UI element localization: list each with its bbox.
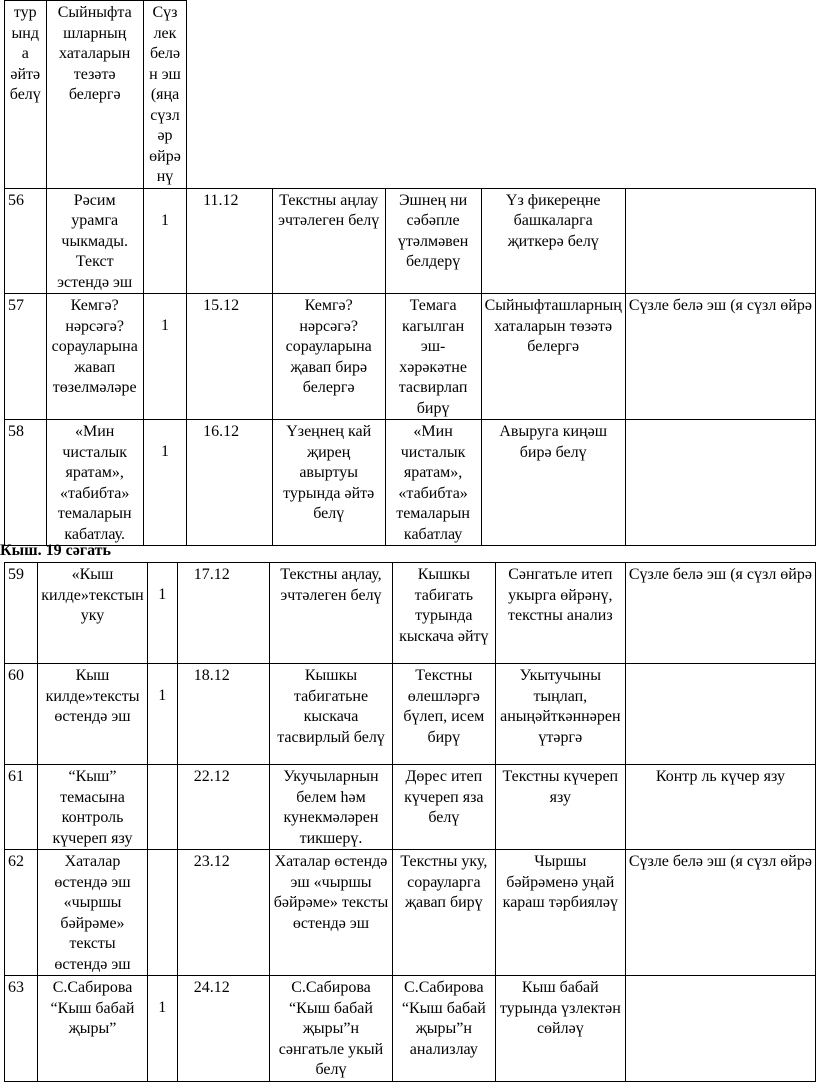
lesson-number: 57 xyxy=(5,294,47,420)
lesson-number: 61 xyxy=(5,765,38,850)
lesson-skill: Үз фикереңне башкаларга җиткерә белү xyxy=(481,188,625,294)
lesson-topic: Хаталар өстендә эш «чыршы бәйрәме» тексты өстендә эш xyxy=(38,850,147,976)
lesson-activity: Эшнең ни сәбәпле үтәлмәвен белдерү xyxy=(385,188,481,294)
lesson-extra xyxy=(625,976,815,1082)
lesson-number: 59 xyxy=(5,563,38,664)
lesson-extra xyxy=(625,664,815,765)
lesson-skill: Кыш бабай турында үзлектән сөйләү xyxy=(495,976,625,1082)
lesson-date: 16.12 xyxy=(187,420,273,546)
lesson-date: 24.12 xyxy=(177,976,269,1082)
lesson-activity: Дөрес итеп күчереп яза белү xyxy=(392,765,495,850)
lesson-hours: 1 xyxy=(143,188,186,294)
lesson-extra xyxy=(625,420,815,546)
lesson-date: 18.12 xyxy=(177,664,269,765)
lesson-hours xyxy=(147,765,177,850)
lesson-skill: Сыйныфташларның хаталарын төзәтә белергә xyxy=(481,294,625,420)
lesson-type: Кемгә? нәрсәгә? сорауларына җавап бирә белергә xyxy=(272,294,385,420)
lesson-date: 22.12 xyxy=(177,765,269,850)
lesson-hours: 1 xyxy=(147,976,177,1082)
table-row xyxy=(5,976,816,1082)
lesson-date: 23.12 xyxy=(177,850,269,976)
lesson-activity: С.Сабирова “Кыш бабай җыры”н анализлау xyxy=(392,976,495,1082)
lesson-extra: Сүзле белә эш (я сүзл өйрә xyxy=(625,563,815,664)
lesson-type: Укучыларнын белем һәм кунекмәләрен тикшерү. xyxy=(270,765,393,850)
lesson-date: 15.12 xyxy=(187,294,273,420)
lesson-number: 58 xyxy=(5,420,47,546)
lesson-type: Текстны аңлау, эчтәлеген белү xyxy=(270,563,393,664)
lesson-date: 17.12 xyxy=(177,563,269,664)
lesson-topic: Кемгә?нәрсәгә? сорауларына жавап төзелмәләре xyxy=(46,294,143,420)
lesson-topic: «Кыш килде»текстын уку xyxy=(38,563,147,664)
lesson-hours xyxy=(147,850,177,976)
header-blank xyxy=(187,1,816,189)
lesson-type: С.Сабирова “Кыш бабай җыры”н сәнгатьле укый белү xyxy=(270,976,393,1082)
lesson-extra: Сүзле белә эш (я сүзл өйрә xyxy=(625,294,815,420)
lesson-hours: 1 xyxy=(143,420,186,546)
lesson-activity: Текстны уку, сорауларга җавап бирү xyxy=(392,850,495,976)
lesson-hours: 1 xyxy=(147,664,177,765)
lesson-number: 60 xyxy=(5,664,38,765)
lesson-type: Хаталар өстендә эш «чыршы бәйрәме» тексты өстендә эш xyxy=(270,850,393,976)
section-header: Кыш. 19 сәгать xyxy=(0,542,111,559)
lesson-type: Текстны аңлау эчтәлеген белү xyxy=(272,188,385,294)
lesson-type: Үзеңнең кай җирең авыртуы турында әйтә белү xyxy=(272,420,385,546)
table-row xyxy=(5,188,816,294)
lesson-topic: Кыш килде»тексты өстендә эш xyxy=(38,664,147,765)
lesson-skill: Укытучыны тыңлап, аныңәйткәннәрен үтәргә xyxy=(495,664,625,765)
lesson-hours: 1 xyxy=(143,294,186,420)
lesson-hours: 1 xyxy=(147,563,177,664)
lesson-activity: Темага кагылган эш-хәрәкәтне тасвирлап бирү xyxy=(385,294,481,420)
table-row xyxy=(5,664,816,765)
header-cell-fix-errors: Сыйныфта шларның хаталарын тезәтә белергә xyxy=(46,1,143,189)
lesson-number: 62 xyxy=(5,850,38,976)
lesson-topic: С.Сабирова “Кыш бабай җыры” xyxy=(38,976,147,1082)
lesson-topic: «Мин чисталык яратам», «табибта» темаларын кабатлау. xyxy=(46,420,143,546)
header-cell-vocabulary: Сүз лек белә н эш (яңа сүзл әр өйрә нү xyxy=(143,1,186,189)
lesson-type: Кышкы табигатьне кыскача тасвирлый белү xyxy=(270,664,393,765)
table-row xyxy=(5,563,816,664)
table-header-row xyxy=(5,1,816,189)
lesson-number: 63 xyxy=(5,976,38,1082)
table-row xyxy=(5,294,816,420)
header-cell-speak: тур ынд а әйтә белү xyxy=(5,1,47,189)
lesson-topic: Рәсим урамга чыкмады. Текст эстендә эш xyxy=(46,188,143,294)
lesson-extra: Сүзле белә эш (я сүзл өйрә xyxy=(625,850,815,976)
lesson-date: 11.12 xyxy=(187,188,273,294)
lesson-skill: Авыруга киңәш бирә белү xyxy=(481,420,625,546)
lesson-extra: Контр ль күчер язу xyxy=(625,765,815,850)
table-row xyxy=(5,420,816,546)
lesson-activity: Кышкы табигать турында кыскача әйтү xyxy=(392,563,495,664)
table-row xyxy=(5,850,816,976)
lesson-table-1 xyxy=(4,0,816,546)
lesson-activity: Текстны өлешләргә бүлеп, исем бирү xyxy=(392,664,495,765)
lesson-number: 56 xyxy=(5,188,47,294)
lesson-topic: “Кыш” темасына контроль күчереп язу xyxy=(38,765,147,850)
lesson-skill: Текстны күчереп язу xyxy=(495,765,625,850)
lesson-skill: Сәнгатьле итеп укырга өйрәнү, текстны анализ xyxy=(495,563,625,664)
lesson-activity: «Мин чисталык яратам», «табибта» темаларын кабатлау xyxy=(385,420,481,546)
lesson-table-2 xyxy=(4,562,816,1082)
lesson-skill: Чыршы бәйрәменә уңай караш тәрбияләү xyxy=(495,850,625,976)
table-row xyxy=(5,765,816,850)
lesson-extra xyxy=(625,188,815,294)
